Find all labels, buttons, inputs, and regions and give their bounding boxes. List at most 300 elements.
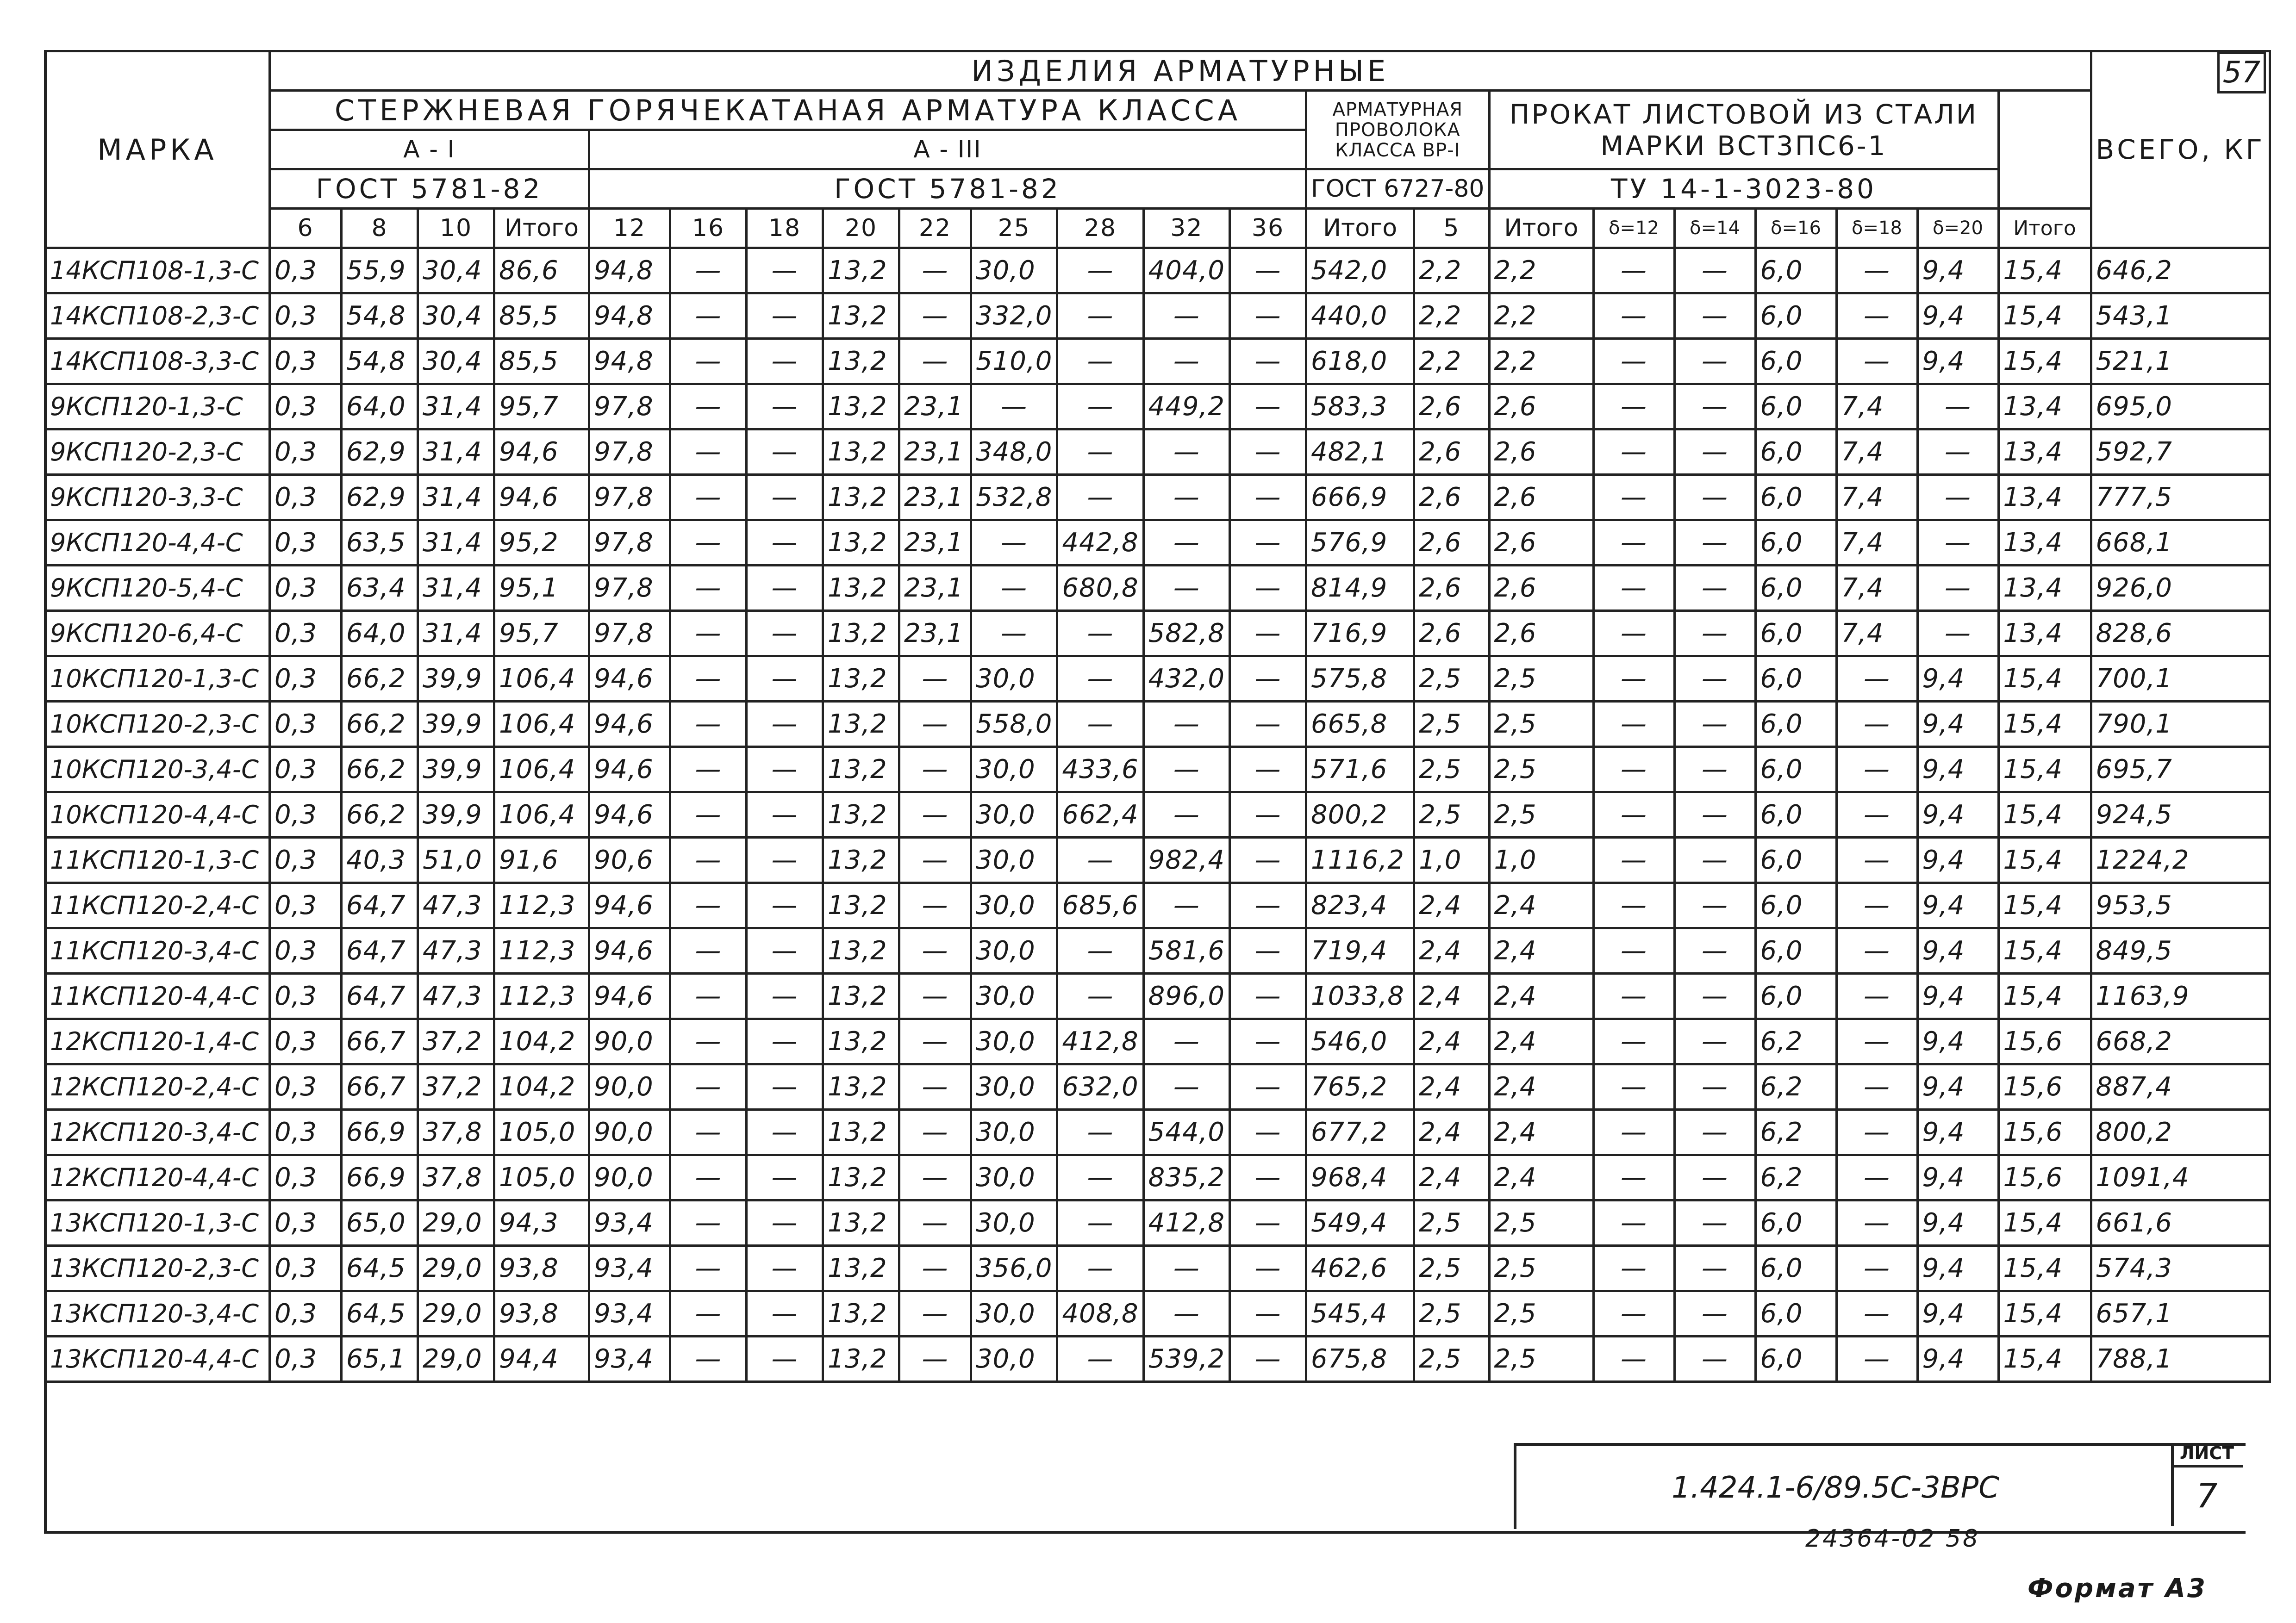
cell-a3-36: — xyxy=(1229,1246,1306,1291)
total-column-header: ВСЕГО, КГ xyxy=(2091,51,2270,248)
diam-wire-total: Итого xyxy=(1489,209,1593,248)
cell-a3-16: — xyxy=(670,475,747,520)
cell-sheet-18: — xyxy=(1836,1110,1917,1155)
class-a3-header: А - III xyxy=(589,130,1306,169)
cell-a3-20: 13,2 xyxy=(823,928,899,974)
cell-a3-12: 90,0 xyxy=(589,1155,670,1200)
cell-sheet-20: 9,4 xyxy=(1917,1291,1998,1337)
cell-a3-20: 13,2 xyxy=(823,838,899,883)
cell-sheet-total: 15,4 xyxy=(1998,248,2091,293)
cell-grand-total: 657,1 xyxy=(2091,1291,2270,1337)
cell-sheet-16: 6,2 xyxy=(1755,1155,1836,1200)
cell-a3-36: — xyxy=(1229,429,1306,475)
cell-a1-8: 54,8 xyxy=(342,339,418,384)
table-row xyxy=(45,1110,2270,1155)
cell-sheet-18: — xyxy=(1836,974,1917,1019)
cell-sheet-total: 15,6 xyxy=(1998,1155,2091,1200)
cell-a3-total: 1033,8 xyxy=(1306,974,1414,1019)
cell-a3-18: — xyxy=(747,1019,823,1064)
cell-a3-18: — xyxy=(747,702,823,747)
cell-a1-6: 0,3 xyxy=(270,248,342,293)
cell-a3-22: 23,1 xyxy=(899,566,971,611)
cell-wire-5: 2,2 xyxy=(1414,339,1489,384)
cell-sheet-total: 15,4 xyxy=(1998,1246,2091,1291)
cell-a3-22: — xyxy=(899,747,971,792)
cell-a1-8: 66,2 xyxy=(342,747,418,792)
cell-a3-total: 576,9 xyxy=(1306,520,1414,566)
cell-a3-28: — xyxy=(1057,928,1143,974)
cell-a3-16: — xyxy=(670,248,747,293)
cell-wire-5: 2,2 xyxy=(1414,293,1489,339)
cell-a3-25: 348,0 xyxy=(971,429,1057,475)
cell-sheet-18: — xyxy=(1836,293,1917,339)
cell-sheet-16: 6,0 xyxy=(1755,248,1836,293)
cell-sheet-16: 6,0 xyxy=(1755,339,1836,384)
cell-a3-36: — xyxy=(1229,293,1306,339)
cell-sheet-16: 6,0 xyxy=(1755,293,1836,339)
cell-a3-32: 404,0 xyxy=(1143,248,1229,293)
diam-a1-10: 10 xyxy=(418,209,494,248)
cell-a3-20: 13,2 xyxy=(823,339,899,384)
cell-a1-10: 37,2 xyxy=(418,1064,494,1110)
cell-grand-total: 788,1 xyxy=(2091,1337,2270,1382)
cell-a3-18: — xyxy=(747,475,823,520)
cell-a3-total: 575,8 xyxy=(1306,656,1414,702)
cell-sheet-20: 9,4 xyxy=(1917,792,1998,838)
cell-a3-22: — xyxy=(899,1110,971,1155)
table-row xyxy=(45,656,2270,702)
diam-a3-18: 18 xyxy=(747,209,823,248)
cell-a3-32: — xyxy=(1143,429,1229,475)
cell-a3-20: 13,2 xyxy=(823,1200,899,1246)
cell-a1-6: 0,3 xyxy=(270,702,342,747)
cell-sheet-14: — xyxy=(1674,1019,1755,1064)
cell-a3-20: 13,2 xyxy=(823,1064,899,1110)
mark-cell: 11КСП120-3,4-С xyxy=(45,928,270,974)
cell-a3-16: — xyxy=(670,1155,747,1200)
cell-a1-10: 37,2 xyxy=(418,1019,494,1064)
cell-a3-28: — xyxy=(1057,384,1143,429)
sheet-label: ЛИСТ xyxy=(2171,1443,2243,1468)
cell-sheet-total: 13,4 xyxy=(1998,384,2091,429)
cell-a3-16: — xyxy=(670,656,747,702)
cell-wire-total: 2,5 xyxy=(1489,1337,1593,1382)
cell-sheet-14: — xyxy=(1674,1200,1755,1246)
cell-a3-12: 90,0 xyxy=(589,1019,670,1064)
format-label: Формат А3 xyxy=(2028,1573,2207,1604)
cell-sheet-16: 6,0 xyxy=(1755,384,1836,429)
cell-a1-total: 85,5 xyxy=(494,339,589,384)
cell-a1-total: 95,7 xyxy=(494,384,589,429)
gost-a3: ГОСТ 5781-82 xyxy=(589,169,1306,209)
cell-wire-5: 2,4 xyxy=(1414,883,1489,928)
cell-a1-10: 39,9 xyxy=(418,656,494,702)
cell-wire-5: 2,4 xyxy=(1414,928,1489,974)
cell-wire-5: 2,6 xyxy=(1414,611,1489,656)
cell-wire-total: 2,4 xyxy=(1489,1155,1593,1200)
cell-a3-36: — xyxy=(1229,611,1306,656)
cell-sheet-16: 6,0 xyxy=(1755,475,1836,520)
mark-cell: 10КСП120-1,3-С xyxy=(45,656,270,702)
cell-a3-22: 23,1 xyxy=(899,611,971,656)
cell-sheet-18: — xyxy=(1836,702,1917,747)
cell-a1-10: 31,4 xyxy=(418,611,494,656)
cell-sheet-18: — xyxy=(1836,1291,1917,1337)
cell-grand-total: 924,5 xyxy=(2091,792,2270,838)
cell-a3-20: 13,2 xyxy=(823,1110,899,1155)
cell-a1-10: 31,4 xyxy=(418,566,494,611)
cell-a3-25: — xyxy=(971,566,1057,611)
cell-a1-8: 66,9 xyxy=(342,1155,418,1200)
cell-wire-total: 2,4 xyxy=(1489,928,1593,974)
cell-grand-total: 592,7 xyxy=(2091,429,2270,475)
cell-a3-total: 675,8 xyxy=(1306,1337,1414,1382)
cell-a3-20: 13,2 xyxy=(823,293,899,339)
cell-wire-5: 2,5 xyxy=(1414,747,1489,792)
cell-sheet-16: 6,0 xyxy=(1755,611,1836,656)
diam-a1-total: Итого xyxy=(494,209,589,248)
cell-a3-18: — xyxy=(747,384,823,429)
cell-a3-36: — xyxy=(1229,384,1306,429)
cell-wire-5: 2,4 xyxy=(1414,1064,1489,1110)
cell-a3-22: — xyxy=(899,1246,971,1291)
mark-cell: 11КСП120-2,4-С xyxy=(45,883,270,928)
cell-a3-28: — xyxy=(1057,248,1143,293)
cell-a3-20: 13,2 xyxy=(823,429,899,475)
cell-a3-36: — xyxy=(1229,792,1306,838)
cell-a1-8: 54,8 xyxy=(342,293,418,339)
mark-cell: 11КСП120-1,3-С xyxy=(45,838,270,883)
page-number: 57 xyxy=(2217,52,2266,93)
cell-a3-12: 94,8 xyxy=(589,248,670,293)
cell-grand-total: 1091,4 xyxy=(2091,1155,2270,1200)
cell-grand-total: 668,1 xyxy=(2091,520,2270,566)
cell-a3-total: 666,9 xyxy=(1306,475,1414,520)
cell-sheet-12: — xyxy=(1593,520,1674,566)
table-row xyxy=(45,1019,2270,1064)
cell-sheet-total: 15,4 xyxy=(1998,702,2091,747)
cell-a3-16: — xyxy=(670,520,747,566)
cell-a3-total: 677,2 xyxy=(1306,1110,1414,1155)
cell-a3-total: 583,3 xyxy=(1306,384,1414,429)
cell-sheet-14: — xyxy=(1674,429,1755,475)
cell-sheet-14: — xyxy=(1674,928,1755,974)
cell-a3-32: — xyxy=(1143,339,1229,384)
cell-grand-total: 661,6 xyxy=(2091,1200,2270,1246)
cell-wire-5: 2,5 xyxy=(1414,1291,1489,1337)
cell-a3-12: 94,6 xyxy=(589,883,670,928)
cell-sheet-18: — xyxy=(1836,747,1917,792)
table-title: ИЗДЕЛИЯ АРМАТУРНЫЕ xyxy=(270,51,2091,91)
cell-a3-16: — xyxy=(670,1200,747,1246)
cell-a3-25: 30,0 xyxy=(971,928,1057,974)
cell-a3-22: — xyxy=(899,1064,971,1110)
cell-a3-22: — xyxy=(899,293,971,339)
cell-a3-25: 356,0 xyxy=(971,1246,1057,1291)
mark-cell: 12КСП120-1,4-С xyxy=(45,1019,270,1064)
cell-wire-5: 2,4 xyxy=(1414,974,1489,1019)
cell-a3-36: — xyxy=(1229,747,1306,792)
cell-a3-25: 332,0 xyxy=(971,293,1057,339)
cell-sheet-16: 6,0 xyxy=(1755,1246,1836,1291)
cell-wire-5: 2,6 xyxy=(1414,520,1489,566)
cell-a1-total: 94,6 xyxy=(494,475,589,520)
cell-a3-16: — xyxy=(670,838,747,883)
cell-grand-total: 953,5 xyxy=(2091,883,2270,928)
cell-a3-16: — xyxy=(670,429,747,475)
cell-sheet-20: 9,4 xyxy=(1917,656,1998,702)
cell-sheet-18: 7,4 xyxy=(1836,566,1917,611)
cell-grand-total: 849,5 xyxy=(2091,928,2270,974)
cell-a1-8: 64,5 xyxy=(342,1291,418,1337)
cell-sheet-20: — xyxy=(1917,475,1998,520)
mark-cell: 14КСП108-1,3-С xyxy=(45,248,270,293)
cell-sheet-14: — xyxy=(1674,747,1755,792)
cell-sheet-20: 9,4 xyxy=(1917,928,1998,974)
cell-grand-total: 521,1 xyxy=(2091,339,2270,384)
cell-a3-36: — xyxy=(1229,1019,1306,1064)
cell-grand-total: 700,1 xyxy=(2091,656,2270,702)
table-row xyxy=(45,339,2270,384)
cell-sheet-14: — xyxy=(1674,1291,1755,1337)
cell-sheet-20: 9,4 xyxy=(1917,248,1998,293)
thick-14: δ=14 xyxy=(1674,209,1755,248)
cell-sheet-total: 15,6 xyxy=(1998,1110,2091,1155)
cell-sheet-total: 15,4 xyxy=(1998,883,2091,928)
cell-a3-18: — xyxy=(747,656,823,702)
cell-a1-total: 112,3 xyxy=(494,974,589,1019)
cell-sheet-20: 9,4 xyxy=(1917,838,1998,883)
cell-sheet-total: 15,4 xyxy=(1998,838,2091,883)
cell-a3-18: — xyxy=(747,747,823,792)
mark-cell: 13КСП120-2,3-С xyxy=(45,1246,270,1291)
cell-a3-12: 93,4 xyxy=(589,1291,670,1337)
diam-a3-20: 20 xyxy=(823,209,899,248)
cell-wire-total: 2,5 xyxy=(1489,1291,1593,1337)
cell-a1-total: 94,3 xyxy=(494,1200,589,1246)
cell-sheet-20: 9,4 xyxy=(1917,1246,1998,1291)
cell-a1-10: 30,4 xyxy=(418,339,494,384)
cell-a3-25: — xyxy=(971,384,1057,429)
cell-a1-10: 29,0 xyxy=(418,1200,494,1246)
cell-sheet-20: 9,4 xyxy=(1917,1200,1998,1246)
cell-sheet-20: 9,4 xyxy=(1917,1064,1998,1110)
table-row xyxy=(45,566,2270,611)
cell-a3-18: — xyxy=(747,883,823,928)
cell-sheet-18: — xyxy=(1836,1019,1917,1064)
cell-a3-12: 93,4 xyxy=(589,1337,670,1382)
cell-wire-5: 2,4 xyxy=(1414,1155,1489,1200)
cell-sheet-12: — xyxy=(1593,883,1674,928)
table-row xyxy=(45,429,2270,475)
cell-a3-total: 545,4 xyxy=(1306,1291,1414,1337)
cell-sheet-20: — xyxy=(1917,429,1998,475)
cell-sheet-16: 6,0 xyxy=(1755,1337,1836,1382)
cell-a1-6: 0,3 xyxy=(270,611,342,656)
cell-a3-32: — xyxy=(1143,792,1229,838)
cell-a3-18: — xyxy=(747,1064,823,1110)
cell-sheet-12: — xyxy=(1593,1200,1674,1246)
cell-a3-32: 581,6 xyxy=(1143,928,1229,974)
cell-a1-total: 85,5 xyxy=(494,293,589,339)
mark-cell: 14КСП108-3,3-С xyxy=(45,339,270,384)
cell-wire-total: 2,5 xyxy=(1489,656,1593,702)
cell-a3-25: 558,0 xyxy=(971,702,1057,747)
cell-a3-28: — xyxy=(1057,656,1143,702)
cell-sheet-14: — xyxy=(1674,1246,1755,1291)
cell-a1-8: 62,9 xyxy=(342,475,418,520)
cell-sheet-14: — xyxy=(1674,293,1755,339)
cell-sheet-16: 6,0 xyxy=(1755,792,1836,838)
cell-a1-8: 66,2 xyxy=(342,792,418,838)
cell-a1-6: 0,3 xyxy=(270,1064,342,1110)
cell-sheet-14: — xyxy=(1674,248,1755,293)
thick-18: δ=18 xyxy=(1836,209,1917,248)
cell-a1-6: 0,3 xyxy=(270,384,342,429)
cell-a3-28: — xyxy=(1057,1155,1143,1200)
cell-a3-20: 13,2 xyxy=(823,974,899,1019)
cell-a3-12: 90,0 xyxy=(589,1064,670,1110)
cell-a3-12: 97,8 xyxy=(589,611,670,656)
cell-a1-10: 39,9 xyxy=(418,792,494,838)
cell-sheet-total: 13,4 xyxy=(1998,566,2091,611)
cell-a3-18: — xyxy=(747,566,823,611)
table-body xyxy=(45,248,2270,1382)
cell-grand-total: 790,1 xyxy=(2091,702,2270,747)
cell-a3-36: — xyxy=(1229,520,1306,566)
cell-a3-20: 13,2 xyxy=(823,475,899,520)
cell-a1-8: 66,2 xyxy=(342,702,418,747)
cell-a1-6: 0,3 xyxy=(270,1291,342,1337)
cell-a3-18: — xyxy=(747,1110,823,1155)
table-row xyxy=(45,702,2270,747)
mark-cell: 9КСП120-1,3-С xyxy=(45,384,270,429)
cell-a3-12: 94,6 xyxy=(589,656,670,702)
cell-a3-25: 30,0 xyxy=(971,1064,1057,1110)
cell-sheet-total: 15,4 xyxy=(1998,792,2091,838)
cell-sheet-12: — xyxy=(1593,475,1674,520)
cell-a3-32: — xyxy=(1143,1246,1229,1291)
mark-cell: 13КСП120-3,4-С xyxy=(45,1291,270,1337)
cell-a3-28: — xyxy=(1057,838,1143,883)
cell-a3-total: 571,6 xyxy=(1306,747,1414,792)
cell-sheet-14: — xyxy=(1674,520,1755,566)
cell-wire-total: 2,2 xyxy=(1489,293,1593,339)
cell-a3-12: 90,0 xyxy=(589,1110,670,1155)
table-row xyxy=(45,293,2270,339)
cell-a3-25: 30,0 xyxy=(971,747,1057,792)
cell-grand-total: 828,6 xyxy=(2091,611,2270,656)
cell-a3-28: 680,8 xyxy=(1057,566,1143,611)
cell-a3-16: — xyxy=(670,1291,747,1337)
cell-a3-25: 30,0 xyxy=(971,1200,1057,1246)
cell-sheet-14: — xyxy=(1674,611,1755,656)
cell-a3-16: — xyxy=(670,293,747,339)
table-row xyxy=(45,838,2270,883)
cell-grand-total: 1224,2 xyxy=(2091,838,2270,883)
cell-a3-18: — xyxy=(747,1155,823,1200)
cell-sheet-total: 15,4 xyxy=(1998,1200,2091,1246)
cell-sheet-18: — xyxy=(1836,339,1917,384)
cell-a1-6: 0,3 xyxy=(270,339,342,384)
cell-a3-28: — xyxy=(1057,702,1143,747)
diam-a3-32: 32 xyxy=(1143,209,1229,248)
cell-a1-total: 104,2 xyxy=(494,1064,589,1110)
cell-sheet-12: — xyxy=(1593,1019,1674,1064)
cell-sheet-16: 6,0 xyxy=(1755,429,1836,475)
cell-sheet-total: 15,4 xyxy=(1998,928,2091,974)
cell-a3-22: 23,1 xyxy=(899,520,971,566)
thick-12: δ=12 xyxy=(1593,209,1674,248)
cell-a1-8: 62,9 xyxy=(342,429,418,475)
cell-a3-20: 13,2 xyxy=(823,1155,899,1200)
cell-a3-16: — xyxy=(670,611,747,656)
cell-a3-16: — xyxy=(670,1337,747,1382)
cell-sheet-total: 13,4 xyxy=(1998,520,2091,566)
cell-sheet-16: 6,0 xyxy=(1755,656,1836,702)
cell-a3-18: — xyxy=(747,1337,823,1382)
cell-a3-18: — xyxy=(747,974,823,1019)
cell-a1-8: 64,7 xyxy=(342,883,418,928)
cell-sheet-12: — xyxy=(1593,248,1674,293)
table-row xyxy=(45,883,2270,928)
cell-a3-20: 13,2 xyxy=(823,1337,899,1382)
cell-a3-28: — xyxy=(1057,339,1143,384)
cell-a1-6: 0,3 xyxy=(270,747,342,792)
cell-sheet-14: — xyxy=(1674,792,1755,838)
cell-sheet-12: — xyxy=(1593,1110,1674,1155)
cell-a3-18: — xyxy=(747,838,823,883)
diam-wire-5: 5 xyxy=(1414,209,1489,248)
cell-sheet-20: 9,4 xyxy=(1917,293,1998,339)
table-row xyxy=(45,611,2270,656)
cell-a1-6: 0,3 xyxy=(270,293,342,339)
cell-a1-6: 0,3 xyxy=(270,1155,342,1200)
cell-a1-8: 64,7 xyxy=(342,974,418,1019)
cell-a3-22: — xyxy=(899,1155,971,1200)
cell-a3-20: 13,2 xyxy=(823,1246,899,1291)
cell-a3-25: 30,0 xyxy=(971,1337,1057,1382)
cell-a3-25: 30,0 xyxy=(971,1155,1057,1200)
cell-grand-total: 887,4 xyxy=(2091,1064,2270,1110)
cell-sheet-total: 13,4 xyxy=(1998,429,2091,475)
sheet-steel-header: ПРОКАТ ЛИСТОВОЙ ИЗ СТАЛИ МАРКИ ВСТ3ПС6-1 xyxy=(1489,91,1998,169)
cell-a3-12: 97,8 xyxy=(589,429,670,475)
cell-wire-total: 2,4 xyxy=(1489,974,1593,1019)
class-a1-header: А - I xyxy=(270,130,589,169)
cell-grand-total: 695,7 xyxy=(2091,747,2270,792)
cell-sheet-18: — xyxy=(1836,1246,1917,1291)
cell-sheet-20: 9,4 xyxy=(1917,1110,1998,1155)
cell-a1-6: 0,3 xyxy=(270,883,342,928)
cell-a3-22: 23,1 xyxy=(899,429,971,475)
cell-a3-16: — xyxy=(670,928,747,974)
cell-sheet-20: 9,4 xyxy=(1917,1155,1998,1200)
cell-a1-total: 91,6 xyxy=(494,838,589,883)
cell-a3-total: 618,0 xyxy=(1306,339,1414,384)
cell-wire-5: 2,5 xyxy=(1414,702,1489,747)
cell-a3-36: — xyxy=(1229,883,1306,928)
cell-a1-total: 112,3 xyxy=(494,928,589,974)
cell-a3-28: 632,0 xyxy=(1057,1064,1143,1110)
cell-wire-5: 2,5 xyxy=(1414,656,1489,702)
cell-a1-8: 66,7 xyxy=(342,1064,418,1110)
cell-a3-25: — xyxy=(971,611,1057,656)
cell-a3-28: — xyxy=(1057,1246,1143,1291)
cell-grand-total: 668,2 xyxy=(2091,1019,2270,1064)
table-row xyxy=(45,1291,2270,1337)
table-row xyxy=(45,475,2270,520)
